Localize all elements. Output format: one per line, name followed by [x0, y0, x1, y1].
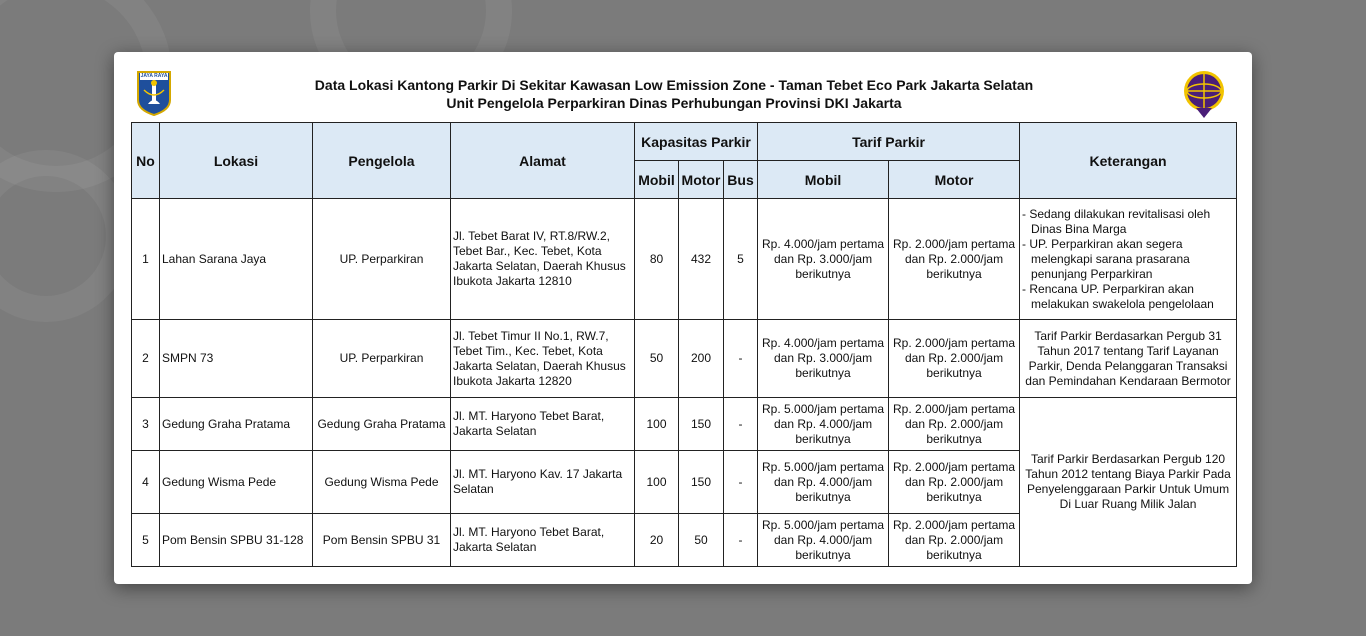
cell-pengelola: UP. Perparkiran [313, 199, 451, 320]
cell-tarif-mobil: Rp. 5.000/jam pertama dan Rp. 4.000/jam berikutnya [758, 398, 889, 451]
cell-motor: 200 [679, 320, 724, 398]
keterangan-item: - UP. Perparkiran akan segera melengkapi sarana prasarana penunjang Perparkiran [1022, 236, 1190, 281]
document-card [114, 52, 1252, 584]
title-line-2: Unit Pengelola Perparkiran Dinas Perhubungan Provinsi DKI Jakarta [446, 95, 902, 111]
cell-tarif-motor: Rp. 2.000/jam pertama dan Rp. 2.000/jam berikutnya [889, 451, 1020, 514]
cell-mobil: 100 [635, 398, 679, 451]
document-title [254, 76, 1094, 112]
cell-mobil: 80 [635, 199, 679, 320]
cell-alamat: Jl. Tebet Barat IV, RT.8/RW.2, Tebet Bar., Kec. Tebet, Kota Jakarta Selatan, Daerah Khusus Ibukota Jakarta 12810 [451, 199, 635, 320]
cell-keterangan-group: Tarif Parkir Berdasarkan Pergub 120 Tahun 2012 tentang Biaya Parkir Pada Penyelenggaraan Parkir Untuk Umum Di Luar Ruang Milik Jalan [1020, 398, 1237, 567]
cell-lokasi: Lahan Sarana Jaya [160, 199, 313, 320]
cell-pengelola: Gedung Graha Pratama [313, 398, 451, 451]
keterangan-item: - Rencana UP. Perparkiran akan melakukan swakelola pengelolaan [1022, 281, 1214, 311]
table-row [132, 199, 1237, 320]
cell-pengelola: Gedung Wisma Pede [313, 451, 451, 514]
cell-keterangan: Tarif Parkir Berdasarkan Pergub 31 Tahun 2017 tentang Tarif Layanan Parkir, Denda Pelanggaran Transaksi dan Pemindahan Kendaraan Bermotor [1020, 320, 1237, 398]
cell-bus: 5 [724, 199, 758, 320]
header-kapasitas-bus: Bus [724, 161, 758, 199]
header-pengelola: Pengelola [313, 123, 451, 199]
cell-no: 4 [132, 451, 160, 514]
table-row [132, 320, 1237, 398]
cell-bus: - [724, 451, 758, 514]
keterangan-item: - Sedang dilakukan revitalisasi oleh Dinas Bina Marga [1022, 206, 1211, 236]
cell-lokasi: Gedung Wisma Pede [160, 451, 313, 514]
cell-alamat: Jl. MT. Haryono Tebet Barat, Jakarta Selatan [451, 398, 635, 451]
cell-keterangan [1020, 199, 1237, 320]
cell-no: 5 [132, 514, 160, 567]
crest-text: JAYA RAYA [140, 73, 168, 79]
cell-alamat: Jl. MT. Haryono Tebet Barat, Jakarta Selatan [451, 514, 635, 567]
table-row [132, 398, 1237, 451]
header-tarif: Tarif Parkir [758, 123, 1020, 161]
header-keterangan: Keterangan [1020, 123, 1237, 199]
cell-mobil: 100 [635, 451, 679, 514]
cell-bus: - [724, 514, 758, 567]
cell-tarif-motor: Rp. 2.000/jam pertama dan Rp. 2.000/jam berikutnya [889, 320, 1020, 398]
cell-pengelola: UP. Perparkiran [313, 320, 451, 398]
cell-lokasi: SMPN 73 [160, 320, 313, 398]
cell-tarif-mobil: Rp. 4.000/jam pertama dan Rp. 3.000/jam berikutnya [758, 199, 889, 320]
cell-motor: 50 [679, 514, 724, 567]
header-tarif-mobil: Mobil [758, 161, 889, 199]
dishub-globe-emblem-icon [1182, 70, 1226, 120]
cell-alamat: Jl. MT. Haryono Kav. 17 Jakarta Selatan [451, 451, 635, 514]
cell-tarif-motor: Rp. 2.000/jam pertama dan Rp. 2.000/jam berikutnya [889, 199, 1020, 320]
dki-jakarta-crest-icon [136, 70, 172, 116]
cell-no: 1 [132, 199, 160, 320]
cell-motor: 432 [679, 199, 724, 320]
header-kapasitas-mobil: Mobil [635, 161, 679, 199]
cell-mobil: 20 [635, 514, 679, 567]
cell-lokasi: Gedung Graha Pratama [160, 398, 313, 451]
cell-lokasi: Pom Bensin SPBU 31-128 [160, 514, 313, 567]
cell-tarif-motor: Rp. 2.000/jam pertama dan Rp. 2.000/jam berikutnya [889, 398, 1020, 451]
cell-mobil: 50 [635, 320, 679, 398]
cell-tarif-mobil: Rp. 5.000/jam pertama dan Rp. 4.000/jam berikutnya [758, 451, 889, 514]
header-kapasitas-motor: Motor [679, 161, 724, 199]
cell-no: 2 [132, 320, 160, 398]
cell-tarif-motor: Rp. 2.000/jam pertama dan Rp. 2.000/jam berikutnya [889, 514, 1020, 567]
header-tarif-motor: Motor [889, 161, 1020, 199]
cell-no: 3 [132, 398, 160, 451]
cell-tarif-mobil: Rp. 4.000/jam pertama dan Rp. 3.000/jam berikutnya [758, 320, 889, 398]
header-lokasi: Lokasi [160, 123, 313, 199]
parking-location-table [131, 122, 1237, 567]
cell-bus: - [724, 398, 758, 451]
header-alamat: Alamat [451, 123, 635, 199]
cell-bus: - [724, 320, 758, 398]
title-line-1: Data Lokasi Kantong Parkir Di Sekitar Kawasan Low Emission Zone - Taman Tebet Eco Park Jakarta Selatan [314, 77, 1034, 93]
cell-alamat: Jl. Tebet Timur II No.1, RW.7, Tebet Tim., Kec. Tebet, Kota Jakarta Selatan, Daerah Khusus Ibukota Jakarta 12820 [451, 320, 635, 398]
cell-motor: 150 [679, 398, 724, 451]
cell-tarif-mobil: Rp. 5.000/jam pertama dan Rp. 4.000/jam berikutnya [758, 514, 889, 567]
header-no: No [132, 123, 160, 199]
header-kapasitas: Kapasitas Parkir [635, 123, 758, 161]
cell-pengelola: Pom Bensin SPBU 31 [313, 514, 451, 567]
cell-motor: 150 [679, 451, 724, 514]
